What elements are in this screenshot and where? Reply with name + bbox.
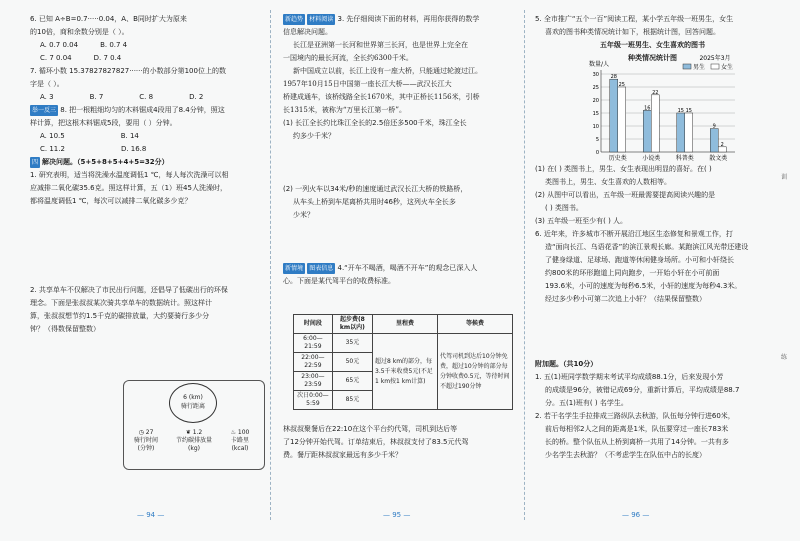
answer-space bbox=[30, 209, 265, 285]
flame-icon: ♨ bbox=[230, 429, 236, 436]
page-95 bbox=[283, 14, 518, 514]
question-tag: 举一反三 bbox=[32, 107, 57, 114]
question-3-cont: 信息解决问题。 bbox=[283, 28, 332, 36]
question-6: 6. 已知 A÷B=0.7·····0.04，A、B同时扩大为原来 bbox=[30, 15, 187, 23]
question-4-cont: 心。下面是某代驾平台的收费标准。 bbox=[283, 277, 395, 285]
table-cell: 35元 bbox=[332, 334, 372, 353]
option: B. 0.7 4 bbox=[100, 41, 128, 49]
table-row bbox=[294, 334, 513, 353]
y-tick-label: 30 bbox=[592, 72, 599, 78]
question-5-parts: (1) 在( ) 类图书上，男生、女生表现出明显的喜好。在( ) 类图书上，男生、女生喜欢的人数相等。 (2) 从图中可以看出，五年级一班最需要提高阅读兴趣的是 ( ) 类图书。 (3) 五年级一班至少有( ) 人。 6. 近年来，许多城市不断开展沿江地区生态修复和景观工作，打 造“面向长江、乌语花香”的滨江景观长廊。某跑滨江风光带还建设 了健身绿道、足球场、跑道等休闲健身场所。小可和小轩绕长 约800米的环形跑道上同向跑步，一开始小轩在小可前面 193.6米，小可的速度为每秒6.5米，小轩的速度为每秒4.3米。 经过多少秒小可第二次追上小轩？（结果保留整数） bbox=[535, 164, 770, 307]
table-cell: 65元 bbox=[332, 372, 372, 391]
page-number: — 94 — bbox=[137, 511, 165, 519]
data-label: 15 bbox=[677, 108, 684, 114]
table-header: 里程费 bbox=[373, 315, 438, 334]
page-96 bbox=[535, 14, 770, 514]
data-label: 9 bbox=[712, 123, 716, 130]
problem-1: 1. 研究表明，适当将洗澡水温度调低1 ℃，每人每次洗澡可以相 bbox=[30, 171, 229, 179]
extra-section: 附加题。（共10分） 1. 五(1)班同学数学期末考试平均成绩88.1分，后来发现小芳 的成绩是96分，被错记成69分，重新计算后，平均成绩是88.7 分。五(1)班有( ) 名学生。 2. 若干名学生手拉排成三路纵队去秋游，队伍每分钟行进60米， 前后每相邻2人之间的距离是1米，队伍要穿过一座长783米 长的桥。整个队伍从上桥到离桥一共用了14分钟。一共有多 少名学生去秋游？（不考虑学生在队伍中占的长度） bbox=[535, 359, 770, 463]
table-cell: 23:00—23:59 bbox=[294, 372, 333, 391]
data-label: 16 bbox=[644, 105, 651, 112]
bar bbox=[610, 79, 618, 152]
y-tick-label: 0 bbox=[595, 150, 599, 156]
x-tick-label: 小说类 bbox=[642, 155, 661, 162]
question-8-options bbox=[40, 131, 265, 142]
extra-title: 附加题。（共10分） bbox=[535, 360, 598, 368]
tag-reading: 材料阅读 bbox=[309, 16, 334, 23]
bar bbox=[710, 129, 718, 152]
option: C. 8 bbox=[139, 93, 154, 101]
fee-table bbox=[293, 314, 513, 410]
distance-circle: 6 (km) 骑行距离 bbox=[169, 383, 217, 423]
y-axis-label: 数量/人 bbox=[589, 61, 610, 68]
question-8: 举一反三 8. 把一根粗细均匀的木料锯成4段用了8.4分钟，照这 bbox=[32, 106, 225, 114]
side-mark: 练 bbox=[781, 354, 788, 361]
answer-space bbox=[283, 144, 518, 184]
option: A. 3 bbox=[40, 93, 54, 101]
reading-line: 一国境内的最长河流，全长约6300千米。 bbox=[283, 54, 413, 62]
question-8-options bbox=[40, 144, 265, 155]
problem-2-cont: 算，张叔叔想节约1.5千克的碳排放量，大约要骑行多少分 bbox=[30, 312, 210, 320]
mileage-cell: 超过8 km的部分，每3.5千米收费5元(不足1 km按1 km计算) bbox=[373, 334, 438, 410]
bar bbox=[643, 110, 651, 152]
reading-line: 桥建成通车，该桥线路全长1670米，其中正桥长1156米，引桥 bbox=[283, 93, 480, 101]
option: D. 16.8 bbox=[120, 145, 147, 153]
reading-line: 长1315米，被称为“万里长江第一桥”。 bbox=[283, 106, 406, 114]
page-divider bbox=[524, 10, 525, 520]
option: C. 11.2 bbox=[40, 145, 65, 153]
reading-line: 长江是亚洲第一长河和世界第三长河，也是世界上完全在 bbox=[293, 41, 468, 49]
data-label: 22 bbox=[652, 89, 659, 96]
problem-1-cont: 都将温度调低1 ℃，每次可以减排二氧化碳多少克？ bbox=[30, 197, 192, 205]
page-number: — 95 — bbox=[383, 511, 411, 519]
tag-trend: 新趋势 bbox=[285, 16, 304, 23]
question-3-1: (1) 长江全长约比珠江全长的2.5倍还多500千米，珠江全长 bbox=[283, 119, 467, 127]
data-label: 25 bbox=[618, 82, 625, 88]
legend-boy: 男生 bbox=[693, 64, 706, 71]
bar bbox=[677, 113, 685, 152]
reading-line: 新中国成立以前，长江上没有一座大桥，只能通过轮渡过江。 bbox=[293, 67, 482, 75]
x-tick-label: 科普类 bbox=[675, 155, 694, 162]
table-header-row bbox=[294, 315, 513, 334]
table-header: 等候费 bbox=[438, 315, 513, 334]
bike-stats-card bbox=[123, 380, 265, 470]
y-tick-label: 10 bbox=[592, 124, 599, 130]
question-6-cont: 的10倍，商和余数分别是（ ）。 bbox=[30, 28, 129, 36]
question-6: 6. 近年来，许多城市不断开展沿江地区生态修复和景观工作，打 bbox=[535, 230, 733, 238]
reading-line: 1957年10月15日中国第一座长江大桥——武汉长江大 bbox=[283, 80, 452, 88]
x-tick-label: 历史类 bbox=[608, 155, 627, 162]
question-3-2: (2) 一列火车以34米/秒的速度通过武汉长江大桥的铁路桥， bbox=[283, 185, 468, 193]
question-5-cont: 喜欢的图书种类情况统计如下，根据统计图，回答问题。 bbox=[545, 28, 720, 36]
problem-2-cont: 理念。下面是张叔叔某次骑共享单车的数据统计。照这样计 bbox=[30, 299, 212, 307]
data-label: 15 bbox=[685, 108, 692, 114]
tag-chart-info: 图表信息 bbox=[309, 265, 334, 272]
chart-title-2: 种类情况统计图 bbox=[628, 54, 677, 62]
leaf-icon: ❦ bbox=[185, 429, 191, 436]
stat-time: ◷ 27 骑行时间 (分钟) bbox=[133, 429, 158, 452]
option: A. 0.7 0.04 bbox=[40, 41, 79, 49]
table-header: 起步费(8 km以内) bbox=[332, 315, 372, 334]
problem-2: 2. 共享单车不仅解决了市民出行问题，还倡导了低碳出行的环保 bbox=[30, 286, 228, 294]
legend-swatch-boy bbox=[683, 64, 691, 69]
table-cell: 22:00—22:59 bbox=[294, 353, 333, 372]
option: C. 7 0.04 bbox=[40, 54, 72, 62]
bar bbox=[651, 95, 659, 152]
question-6-options bbox=[40, 53, 265, 64]
question-4-text: 林叔叔聚餐后在22:10在这个平台约代驾，司机到达后等 了12分钟开始代驾。订单结束后，林叔叔支付了83.5元代驾 费。餐厅距林叔叔家最远有多少千米？ bbox=[283, 425, 469, 459]
bar bbox=[618, 87, 626, 152]
option: B. 7 bbox=[89, 93, 104, 101]
page-divider bbox=[270, 10, 271, 520]
data-label: 28 bbox=[610, 74, 617, 81]
problem-2-cont: 钟？（得数保留整数） bbox=[30, 325, 100, 333]
chart-plot bbox=[593, 70, 735, 162]
y-tick-label: 15 bbox=[592, 111, 599, 117]
question-3-2-cont: 从车头上桥到车尾离桥共用时46秒，这列火车全长多 bbox=[293, 198, 456, 206]
question-7: 7. 循环小数 15.37827827827······的小数部分第100位上的数 bbox=[30, 67, 226, 75]
stat-carbon: ❦ 1.2 节约碳排放量 (kg) bbox=[175, 429, 212, 452]
x-tick-label: 散文类 bbox=[709, 155, 728, 162]
problem-1-cont: 应减排二氧化碳35.6克。照这样计算，五（1）班45人洗澡时， bbox=[30, 184, 227, 192]
section-heading: 四 解决问题。（5+5+8+5+4+5=32分） bbox=[32, 158, 169, 166]
clock-icon: ◷ bbox=[138, 429, 144, 436]
option: D. 7 0.4 bbox=[93, 54, 122, 62]
bar bbox=[685, 113, 693, 152]
question-8-cont: 样计算，把这根木料锯成5段，要用（ ）分钟。 bbox=[30, 119, 177, 127]
option: B. 14 bbox=[120, 132, 139, 140]
section-number: 四 bbox=[32, 159, 39, 166]
question-5: 5. 全市推广“五个一百”阅读工程，某小学五年级一班男生，女生 bbox=[535, 15, 734, 23]
y-tick-label: 25 bbox=[592, 85, 599, 91]
option: A. 10.5 bbox=[40, 132, 65, 140]
question-3-1-cont: 约多少千米？ bbox=[293, 132, 335, 140]
table-header: 时间段 bbox=[294, 315, 333, 334]
table-cell: 次日0:00—5:59 bbox=[294, 391, 333, 410]
question-7-options bbox=[40, 92, 265, 103]
table-cell: 6:00—21:59 bbox=[294, 334, 333, 353]
question-7-cont: 字是（ ）。 bbox=[30, 80, 64, 88]
question-4: 新情境 图表信息 4.“开车不喝酒，喝酒不开车”的观念已深入人 bbox=[285, 264, 478, 272]
legend-swatch-girl bbox=[711, 64, 719, 69]
table-cell: 85元 bbox=[332, 391, 372, 410]
question-6-options bbox=[40, 40, 265, 51]
stat-calories: ♨ 100 卡路里 (kcal) bbox=[230, 429, 250, 452]
bar-chart bbox=[585, 54, 745, 166]
chart-title: 五年级一班男生、女生喜欢的图书 bbox=[600, 41, 705, 49]
legend-girl: 女生 bbox=[721, 64, 734, 71]
y-tick-label: 5 bbox=[595, 137, 599, 143]
y-tick-label: 20 bbox=[592, 98, 599, 104]
tag-scenario: 新情境 bbox=[285, 265, 304, 272]
waiting-cell: 代驾司机到达后10分钟免费，超过10分钟的部分每分钟收费0.5元，等待时间不超过190分钟 bbox=[438, 334, 513, 410]
data-label: 2 bbox=[720, 141, 724, 148]
table-cell: 50元 bbox=[332, 353, 372, 372]
page-number: — 96 — bbox=[622, 511, 650, 519]
question-3-2-cont: 少米？ bbox=[293, 211, 314, 219]
side-mark: 训 bbox=[781, 174, 788, 181]
option: D. 2 bbox=[189, 93, 204, 101]
question-3: 新趋势 材料阅读 3. 先仔细阅读下面的材料，再用你获得的数学 bbox=[285, 15, 480, 23]
chart-date: 2025年3月 bbox=[699, 55, 731, 62]
answer-space bbox=[283, 223, 518, 263]
